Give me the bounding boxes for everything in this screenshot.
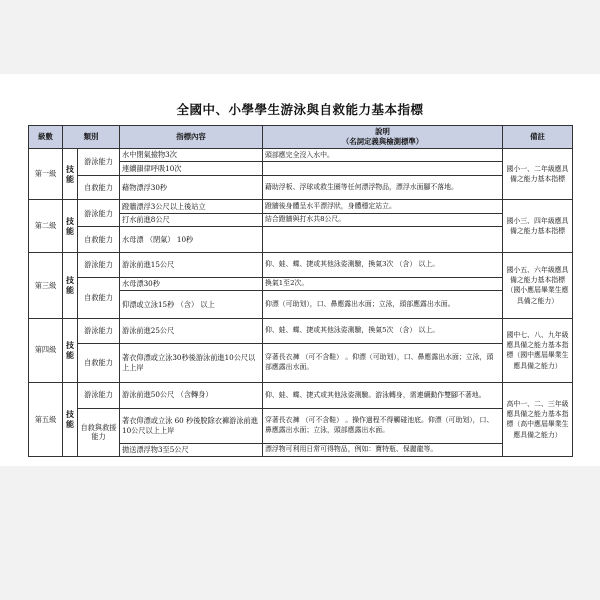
- table-row: [29, 408, 573, 443]
- explain-cell: 換氣1至2次。: [263, 277, 503, 290]
- table-row: [29, 343, 573, 382]
- table-row: [29, 200, 573, 213]
- explain-cell: 仰、蛙、蝶、捷式或其他泳姿測驗。游泳轉身，需連續動作雙腳不著地。: [263, 382, 503, 408]
- category-cell: 自救能力: [78, 227, 120, 253]
- table-row: [29, 175, 573, 200]
- level-5-name: 第五級: [29, 382, 63, 456]
- header-content: 指標內容: [120, 126, 263, 149]
- header-row: [29, 126, 573, 149]
- explain-cell: 蹬牆後身體呈水平漂浮狀，身體穩定站立。: [263, 200, 503, 213]
- indicator-table: [28, 125, 573, 457]
- content-cell: 游泳前進50公尺 （含轉身）: [120, 382, 263, 408]
- level-2-note: 國小三、四年級應具備之能力基本指標: [503, 200, 573, 253]
- header-explain-title: 說明: [375, 127, 390, 136]
- level-4-note: 國中七、八、九年級應具備之能力基本指標（國中應屆畢業生應具備之能力）: [503, 318, 573, 382]
- category-cell: 游泳能力: [78, 253, 120, 278]
- tech-label: 技能: [63, 253, 78, 319]
- category-cell: 自救能力: [78, 277, 120, 318]
- content-cell: 游泳前進15公尺: [120, 253, 263, 278]
- category-cell: 游泳能力: [78, 318, 120, 343]
- content-cell: 連續韻律呼吸10次: [120, 162, 263, 175]
- explain-cell: 頭部應完全沒入水中。: [263, 148, 503, 161]
- document-title: 全國中、小學學生游泳與自救能力基本指標: [176, 102, 424, 117]
- content-cell: 水母漂30秒: [120, 277, 263, 290]
- explain-cell: 穿著長衣褲 （可不含鞋） 。操作過程不得觸碰池底。仰漂（可助划），口、鼻應露出水面；立泳，頭部應露出水面。: [263, 408, 503, 443]
- explain-cell: [263, 162, 503, 175]
- tech-label: 技能: [63, 318, 78, 382]
- level-1-note: 國小一、二年級應具備之能力基本指標: [503, 148, 573, 200]
- table-row: [29, 148, 573, 161]
- tech-label: 技能: [63, 148, 78, 200]
- explain-cell: [263, 227, 503, 253]
- content-cell: 拋送漂浮物3至5公尺: [120, 443, 263, 456]
- content-cell: 打水前進8公尺: [120, 213, 263, 226]
- explain-cell: 漂浮物可利用日常可得物品，例如：寶特瓶、保麗龍等。: [263, 443, 503, 456]
- table-row: [29, 277, 573, 290]
- table-row: [29, 318, 573, 343]
- category-cell: 游泳能力: [78, 148, 120, 175]
- explain-cell: 仰、蛙、蝶、捷或其他泳姿測驗，換氣5次 （含） 以上。: [263, 318, 503, 343]
- header-level: 級數: [29, 126, 63, 149]
- content-cell: 藉物漂浮30秒: [120, 175, 263, 200]
- level-4-name: 第四級: [29, 318, 63, 382]
- level-1-name: 第一級: [29, 148, 63, 200]
- header-category: 類別: [63, 126, 120, 149]
- explain-cell: 仰、蛙、蝶、捷或其他泳姿測驗，換氣3次 （含） 以上。: [263, 253, 503, 278]
- table-row: [29, 253, 573, 278]
- content-cell: 游泳前進25公尺: [120, 318, 263, 343]
- category-cell: 自救能力: [78, 175, 120, 200]
- content-cell: 水中閉氣撿物3次: [120, 148, 263, 161]
- category-cell: 游泳能力: [78, 382, 120, 408]
- category-cell: 自救與救援能力: [78, 408, 120, 456]
- explain-cell: 藉助浮板、浮球或救生圈等任何漂浮物品，漂浮水面腳不落地。: [263, 175, 503, 200]
- level-3-note: 國小五、六年級應具備之能力基本指標（國小應屆畢業生應具備之能力）: [503, 253, 573, 319]
- content-cell: 著衣仰漂或立泳30秒後游泳前進10公尺以上上岸: [120, 343, 263, 382]
- header-explain: [263, 126, 503, 149]
- table-row: [29, 382, 573, 408]
- document-page: [0, 74, 600, 466]
- category-cell: 自救能力: [78, 343, 120, 382]
- table-row: [29, 227, 573, 253]
- explain-cell: 仰漂（可助划），口、鼻應露出水面；立泳，頭部應露出水面。: [263, 291, 503, 319]
- content-cell: 蹬牆漂浮3公尺以上後站立: [120, 200, 263, 213]
- content-cell: 仰漂或立泳15秒 （含） 以上: [120, 291, 263, 319]
- tech-label: 技能: [63, 382, 78, 456]
- content-cell: 水母漂 （閉氣） 10秒: [120, 227, 263, 253]
- explain-cell: 穿著長衣褲 （可不含鞋） 。仰漂（可助划），口、鼻應露出水面；立泳，頭部應露出水面。: [263, 343, 503, 382]
- tech-label: 技能: [63, 200, 78, 253]
- explain-cell: 結合蹬牆與打水共8公尺。: [263, 213, 503, 226]
- header-explain-subtitle: （名詞定義與檢測標準）: [341, 136, 424, 146]
- content-cell: 著衣仰漂或立泳 60 秒後脫除衣褲游泳前進10公尺以上上岸: [120, 408, 263, 443]
- level-2-name: 第二級: [29, 200, 63, 253]
- level-5-note: 高中一、二、三年級應具備之能力基本指標（高中應屆畢業生應具備之能力）: [503, 382, 573, 456]
- category-cell: 游泳能力: [78, 200, 120, 227]
- header-note: 備註: [503, 126, 573, 149]
- level-3-name: 第三級: [29, 253, 63, 319]
